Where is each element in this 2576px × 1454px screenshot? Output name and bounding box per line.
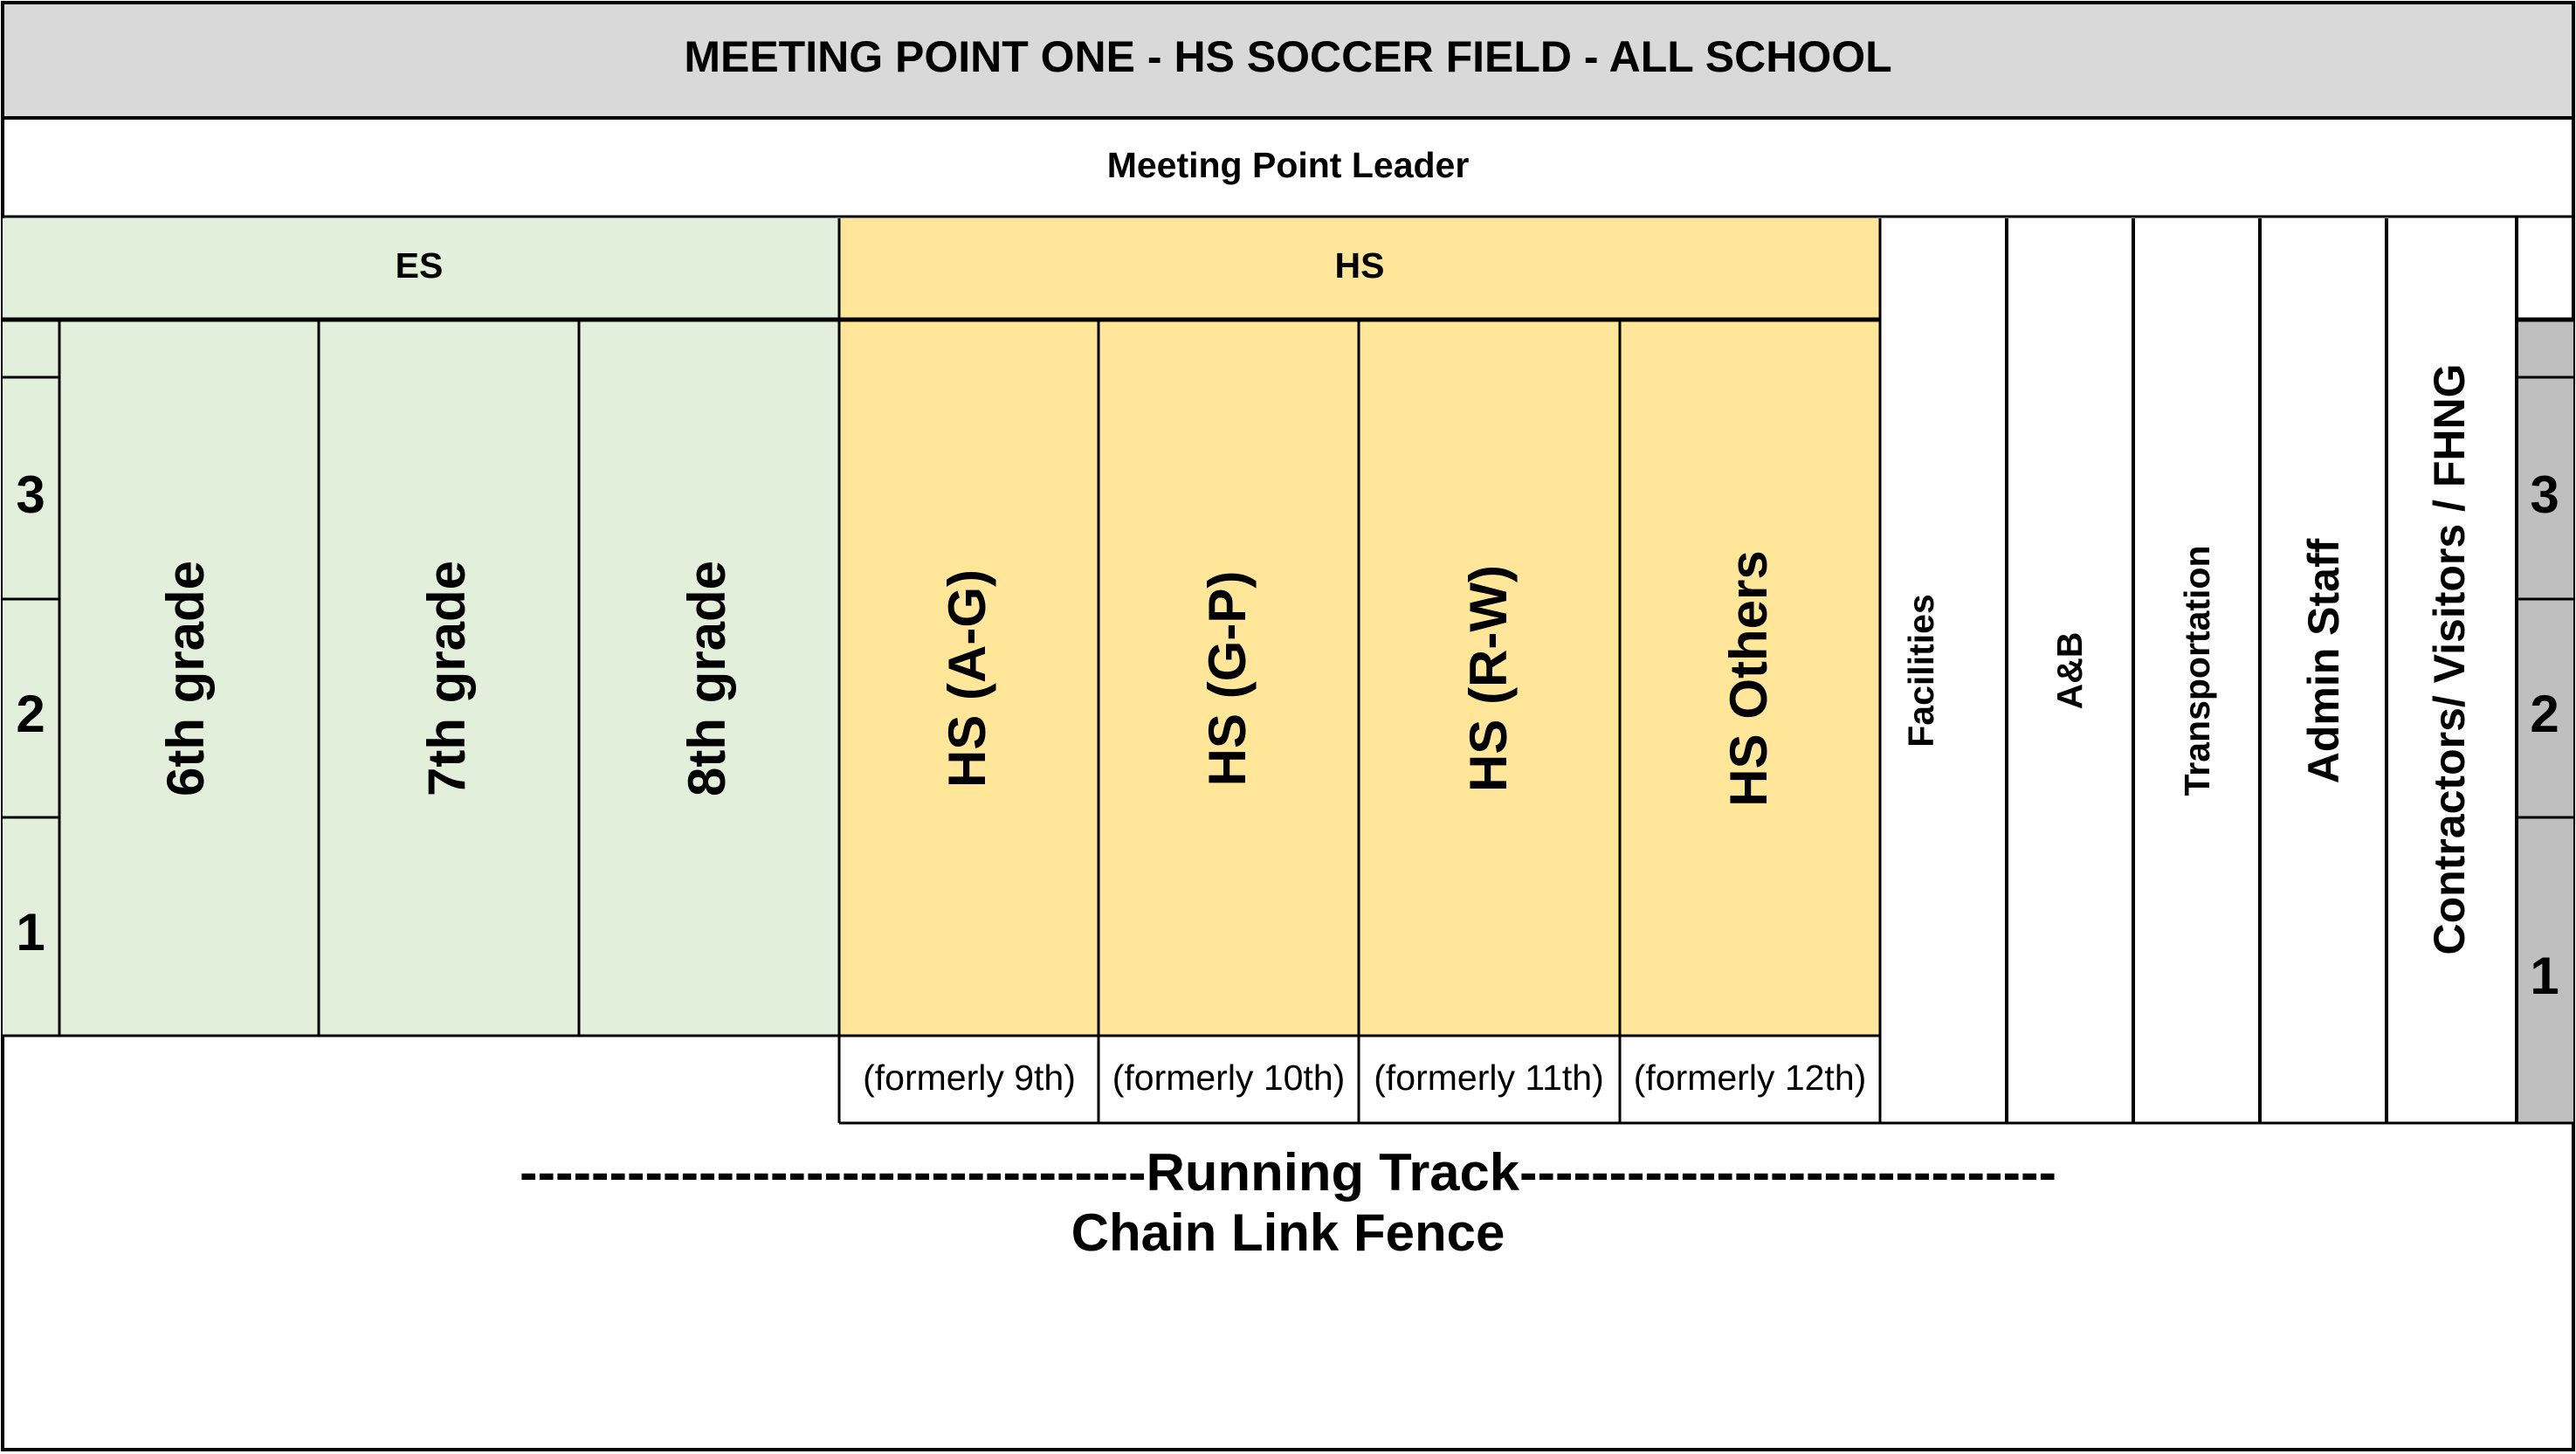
left-row-number: 1	[16, 903, 45, 961]
hs-column-label: HS (G-P)	[1198, 570, 1257, 787]
hs-column-label: HS (A-G)	[938, 569, 996, 788]
hs-column-note: (formerly 9th)	[863, 1058, 1076, 1098]
right-row-number: 1	[2530, 947, 2559, 1005]
es-column-label: 7th grade	[417, 560, 476, 797]
staff-column-label: Admin Staff	[2299, 538, 2348, 784]
staff-column-label: Contractors/ Visitors / FHNG	[2425, 363, 2474, 955]
left-row-number: 3	[16, 465, 45, 524]
hs-column-note: (formerly 12th)	[1633, 1058, 1867, 1098]
hs-column-label: HS Others	[1719, 550, 1778, 807]
staff-column-label: Facilities	[1901, 594, 1941, 748]
right-row-number: 2	[2530, 685, 2559, 743]
page-title: MEETING POINT ONE - HS SOCCER FIELD - ALL SCHOOL	[684, 32, 1892, 81]
right-row-number: 3	[2530, 465, 2559, 524]
running-track-line: -----------------------------------Running Track------------------------------	[520, 1143, 2056, 1202]
es-column-label: 6th grade	[156, 560, 215, 797]
es-group-label: ES	[395, 245, 444, 286]
chain-link-fence-label: Chain Link Fence	[1071, 1203, 1505, 1262]
left-row-number: 2	[16, 685, 45, 743]
hs-group-label: HS	[1334, 245, 1385, 286]
staff-column-label: Transportation	[2177, 545, 2217, 796]
staff-column-label: A&B	[2049, 631, 2090, 710]
hs-column-label: HS (R-W)	[1459, 565, 1518, 792]
hs-column-note: (formerly 10th)	[1112, 1058, 1346, 1098]
meeting-point-leader-label: Meeting Point Leader	[1106, 145, 1470, 185]
es-column-label: 8th grade	[678, 560, 736, 797]
hs-column-note: (formerly 11th)	[1374, 1058, 1604, 1098]
